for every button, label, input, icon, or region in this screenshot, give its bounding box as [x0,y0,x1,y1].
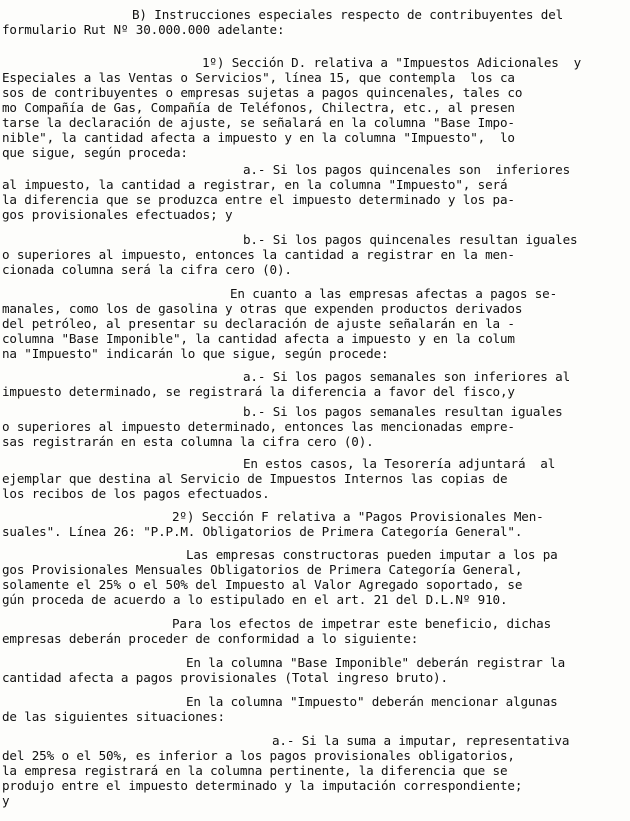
text-line: al impuesto, la cantidad a registrar, en la columna "Impuesto", será [2,177,508,192]
text-line: 1º) Sección D. relativa a "Impuestos Adicionales y [202,55,582,70]
text-line: a.- Si los pagos quincenales son inferiores [243,162,571,177]
text-line: que sigue, según proceda: [2,145,188,160]
text-line: a.- Si los pagos semanales son inferiores al [243,369,571,384]
text-line: En estos casos, la Tesorería adjuntará al [243,456,556,471]
text-line: o superiores al impuesto determinado, entonces las mencionadas empre- [2,419,515,434]
text-line: impuesto determinado, se registrará la diferencia a favor del fisco,y [2,384,515,399]
text-line: del 25% o el 50%, es inferior a los pagos provisionales obligatorios, [2,748,515,763]
text-line: o superiores al impuesto, entonces la cantidad a registrar en la men- [2,247,515,262]
text-line: del petróleo, al presentar su declaración de ajuste señalarán en la - [2,316,515,331]
text-line: gún proceda de acuerdo a lo estipulado en el art. 21 del D.L.Nº 910. [2,592,508,607]
text-line: de las siguientes situaciones: [2,709,225,724]
text-line: gos Provisionales Mensuales Obligatorios de Primera Categoría General, [2,562,523,577]
text-line: Especiales a las Ventas o Servicios", línea 15, que contempla los ca [2,70,515,85]
text-line: cantidad afecta a pagos provisionales (Total ingreso bruto). [2,670,448,685]
text-line: los recibos de los pagos efectuados. [2,486,270,501]
text-line: Para los efectos de impetrar este beneficio, dichas [172,616,552,631]
text-line: tarse la declaración de ajuste, se señalará en la columna "Base Impo- [2,115,515,130]
text-line: manales, como los de gasolina y otras que expenden productos derivados [2,301,523,316]
text-line: En la columna "Base Imponible" deberán registrar la [186,655,566,670]
text-line: solamente el 25% o el 50% del Impuesto al Valor Agregado soportado, se [2,577,523,592]
text-line: gos provisionales efectuados; y [2,207,233,222]
text-line: sas registrarán en esta columna la cifra cero (0). [2,434,374,449]
text-line: la diferencia que se produzca entre el impuesto determinado y los pa- [2,192,515,207]
text-line: la empresa registrará en la columna pertinente, la diferencia que se [2,763,508,778]
text-line: ejemplar que destina al Servicio de Impuestos Internos las copias de [2,471,508,486]
text-line: cionada columna será la cifra cero (0). [2,262,292,277]
text-line: B) Instrucciones especiales respecto de contribuyentes del [132,7,564,22]
text-line: En cuanto a las empresas afectas a pagos se- [230,286,558,301]
text-line: b.- Si los pagos quincenales resultan iguales [243,232,578,247]
text-line: suales". Línea 26: "P.P.M. Obligatorios de Primera Categoría General". [2,524,523,539]
text-line: sos de contribuyentes o empresas sujetas a pagos quincenales, tales co [2,85,523,100]
text-line: na "Impuesto" indicarán lo que sigue, según procede: [2,346,389,361]
text-line: En la columna "Impuesto" deberán mencionar algunas [186,694,558,709]
text-line: empresas deberán proceder de conformidad a lo siguiente: [2,631,419,646]
text-line: formulario Rut Nº 30.000.000 adelante: [2,22,285,37]
text-line: b.- Si los pagos semanales resultan iguales [243,404,563,419]
text-line: nible", la cantidad afecta a impuesto y en la columna "Impuesto", lo [2,130,515,145]
text-line: Las empresas constructoras pueden imputar a los pa [186,547,558,562]
text-line: a.- Si la suma a imputar, representativa [272,733,570,748]
text-line: columna "Base Imponible", la cantidad afecta a impuesto y en la colum [2,331,515,346]
text-line: 2º) Sección F relativa a "Pagos Provisionales Men- [172,509,544,524]
text-line: produjo entre el impuesto determinado y la imputación correspondiente; [2,778,523,793]
text-line: y [2,793,10,808]
text-line: mo Compañía de Gas, Compañía de Teléfonos, Chilectra, etc., al presen [2,100,515,115]
